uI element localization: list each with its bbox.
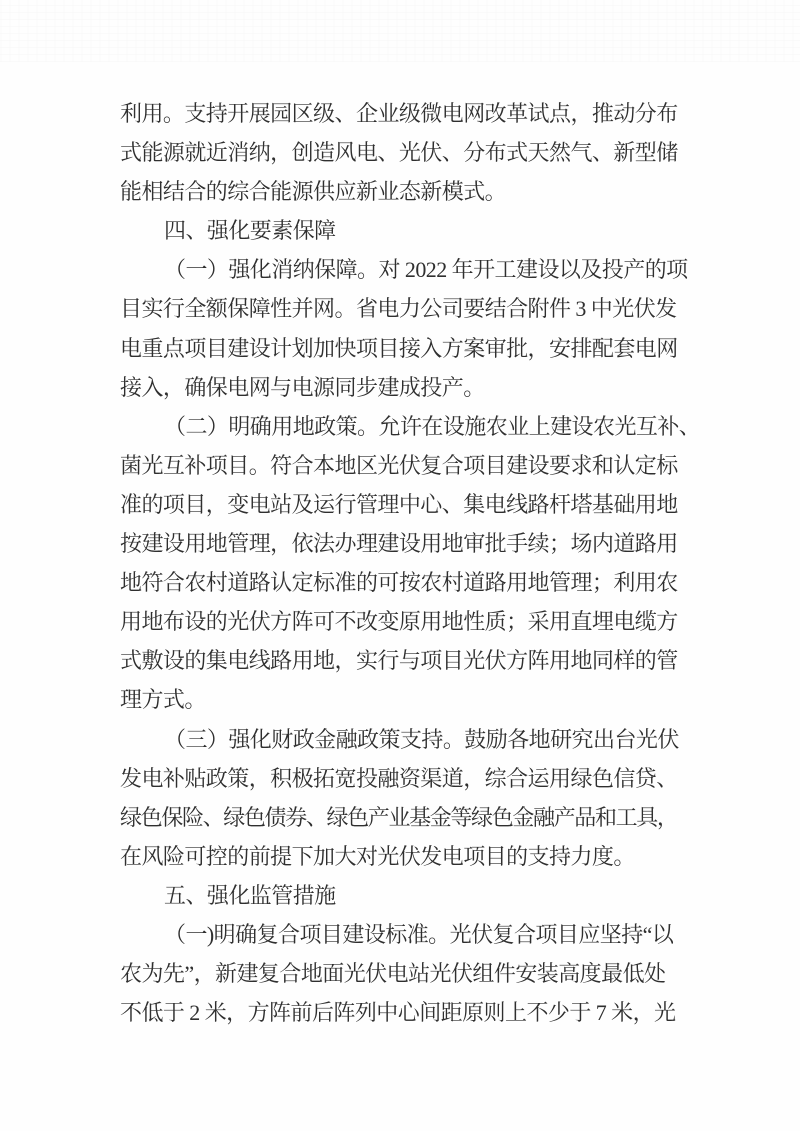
text-line: 准的项目，变电站及运行管理中心、集电线路杆塔基础用地	[120, 491, 678, 517]
document-text-block	[120, 94, 701, 1032]
section-heading: 五、强化监管措施	[164, 882, 336, 908]
text-line: 式敷设的集电线路用地，实行与项目光伏方阵用地同样的管	[120, 648, 678, 674]
text-line: 在风险可控的前提下加大对光伏发电项目的支持力度。	[120, 843, 635, 869]
text-line: 地符合农村道路认定标准的可按农村道路用地管理；利用农	[120, 570, 678, 596]
text-line: 式能源就近消纳，创造风电、光伏、分布式天然气、新型储	[120, 140, 678, 166]
text-line: 不低于 2 米，方阵前后阵列中心间距原则上不少于 7 米，光	[120, 1000, 676, 1026]
text-line: 目实行全额保障性并网。省电力公司要结合附件 3 中光伏发	[120, 296, 677, 322]
text-line: （一）强化消纳保障。对 2022 年开工建设以及投产的项	[164, 257, 688, 283]
text-line: （二）明确用地政策。允许在设施农业上建设农光互补、	[164, 413, 701, 439]
text-line: 按建设用地管理，依法办理建设用地审批手续；场内道路用	[120, 531, 678, 557]
text-line: （一)明确复合项目建设标准。光伏复合项目应坚持“以	[164, 921, 674, 947]
scan-noise-artifact	[0, 0, 800, 62]
text-line: 接入，确保电网与电源同步建成投产。	[120, 374, 485, 400]
text-line: （三）强化财政金融政策支持。鼓励各地研究出台光伏	[164, 726, 679, 752]
text-line: 电重点项目建设计划加快项目接入方案审批，安排配套电网	[120, 335, 678, 361]
text-line: 菌光互补项目。符合本地区光伏复合项目建设要求和认定标	[120, 452, 678, 478]
text-line: 能相结合的综合能源供应新业态新模式。	[120, 179, 507, 205]
text-line: 用地布设的光伏方阵可不改变原用地性质；采用直埋电缆方	[120, 609, 678, 635]
text-line: 绿色保险、绿色债券、绿色产业基金等绿色金融产品和工具，	[120, 804, 678, 830]
text-line: 农为先”，新建复合地面光伏电站光伏组件安装高度最低处	[120, 961, 666, 987]
text-line: 理方式。	[120, 687, 206, 713]
text-line: 利用。支持开展园区级、企业级微电网改革试点，推动分布	[120, 101, 678, 126]
section-heading: 四、强化要素保障	[164, 218, 336, 244]
text-line: 发电补贴政策，积极拓宽投融资渠道，综合运用绿色信贷、	[120, 765, 678, 791]
